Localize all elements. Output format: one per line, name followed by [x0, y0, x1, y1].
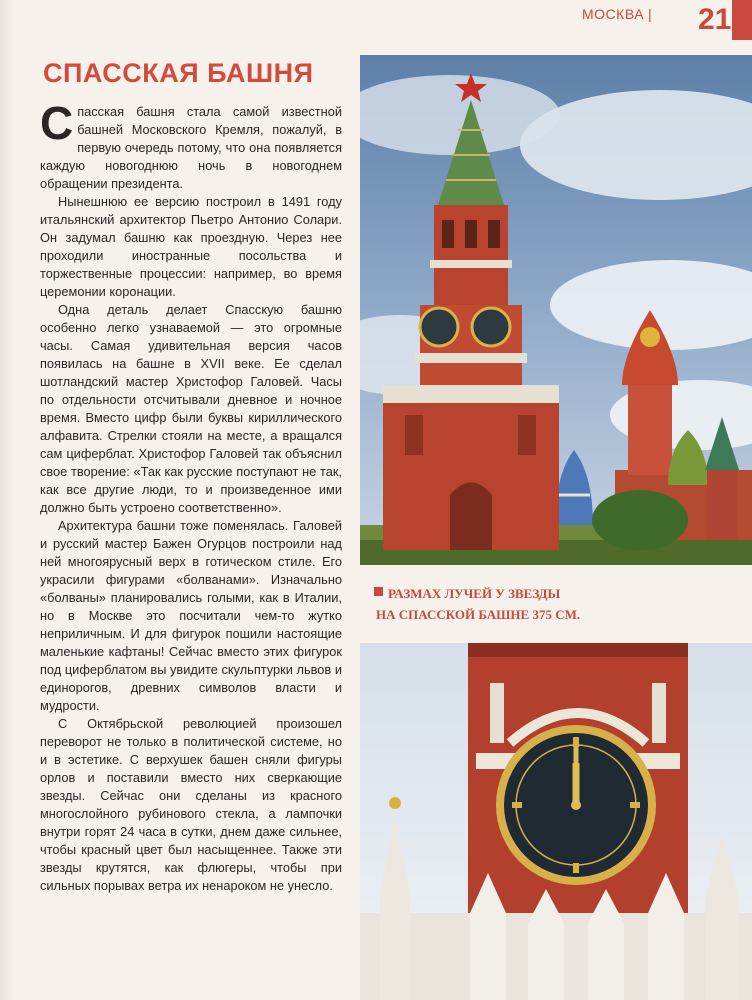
caption-line-2: НА СПАССКОЙ БАШНЕ 375 СМ.: [376, 607, 581, 622]
header-separator: |: [648, 6, 652, 22]
paragraph-4: Архитектура башни тоже поменялась. Галовей и русский мастер Бажен Огурцов построили над ней многоярусный верх в готическом стиле. Его украсили фигурами «болванами». Изначально «болваны» планировались голыми, как в Италии, но в Москве это посчитали чем-то жутко неприличным. И для фигурок пошили настоящие маленькие кафтаны! Сейчас вместо этих фигурок под циферблатом вы увидите скульптурки львов и единорогов, древних символов власти и мудрости.: [40, 518, 342, 713]
tower-photo: [360, 55, 752, 565]
drop-cap: С: [40, 97, 74, 149]
section-name: МОСКВА: [582, 6, 645, 22]
paragraph-1: [40, 97, 342, 193]
clock-photo-illustration: [360, 643, 752, 1000]
photo-caption: [374, 583, 734, 625]
paragraph-5: С Октябрьской революцией произошел переворот не только в политической системе, но и в эстетике. С верхушек башен сняли фигуры орлов и поставили вместо них сверкающие звезды. Сейчас они сделаны из красного многослойного рубинового стекла, а лампочки внутри горят 24 часа в сутки, днем даже сильнее, чтобы красный цвет был насыщеннее. Также эти звезды крутятся, как флюгеры, чтобы при сильных порывах ветра их ненароком не унесло.: [40, 716, 342, 893]
article-body: [40, 97, 342, 895]
tower-photo-illustration: [360, 55, 752, 565]
page-edge: [0, 0, 14, 1000]
article-title: СПАССКАЯ БАШНЯ: [43, 58, 314, 88]
clock-photo: [360, 643, 752, 1000]
paragraph-1-text: пасская башня стала самой известной башней Московского Кремля, пожалуй, в первую очередь потому, что она появляется каждую новогоднюю ночь в новогоднем обращении президента.: [40, 104, 342, 191]
page-number: 21: [698, 3, 732, 36]
caption-line-1: РАЗМАХ ЛУЧЕЙ У ЗВЕЗДЫ: [388, 586, 561, 601]
caption-bullet: [374, 587, 383, 596]
page-tab: [732, 0, 752, 40]
paragraph-3: Одна деталь делает Спасскую башню особенно легко узнаваемой — это огромные часы. Самая удивительная версия часов появилась на башне в XVII веке. Ее сделал шотландский мастер Христофор Галовей. Часы по отдельности отсчитывали дневное и ночное время. Вместо цифр были буквы кириллического алфавита. Стрелки стояли на месте, а вращался сам циферблат. Христофор Галовей так объяснил свое творение: «Так как русские поступают не так, как все другие люди, то и произведенное ими должно быть устроено соответственно».: [40, 302, 342, 515]
paragraph-2: Нынешнюю ее версию построил в 1491 году итальянский архитектор Пьетро Антонио Солари. Он задумал башню как проездную. Через нее проходили иностранные посольства и торжественные процессии: например, во время церемонии коронации.: [40, 194, 342, 299]
